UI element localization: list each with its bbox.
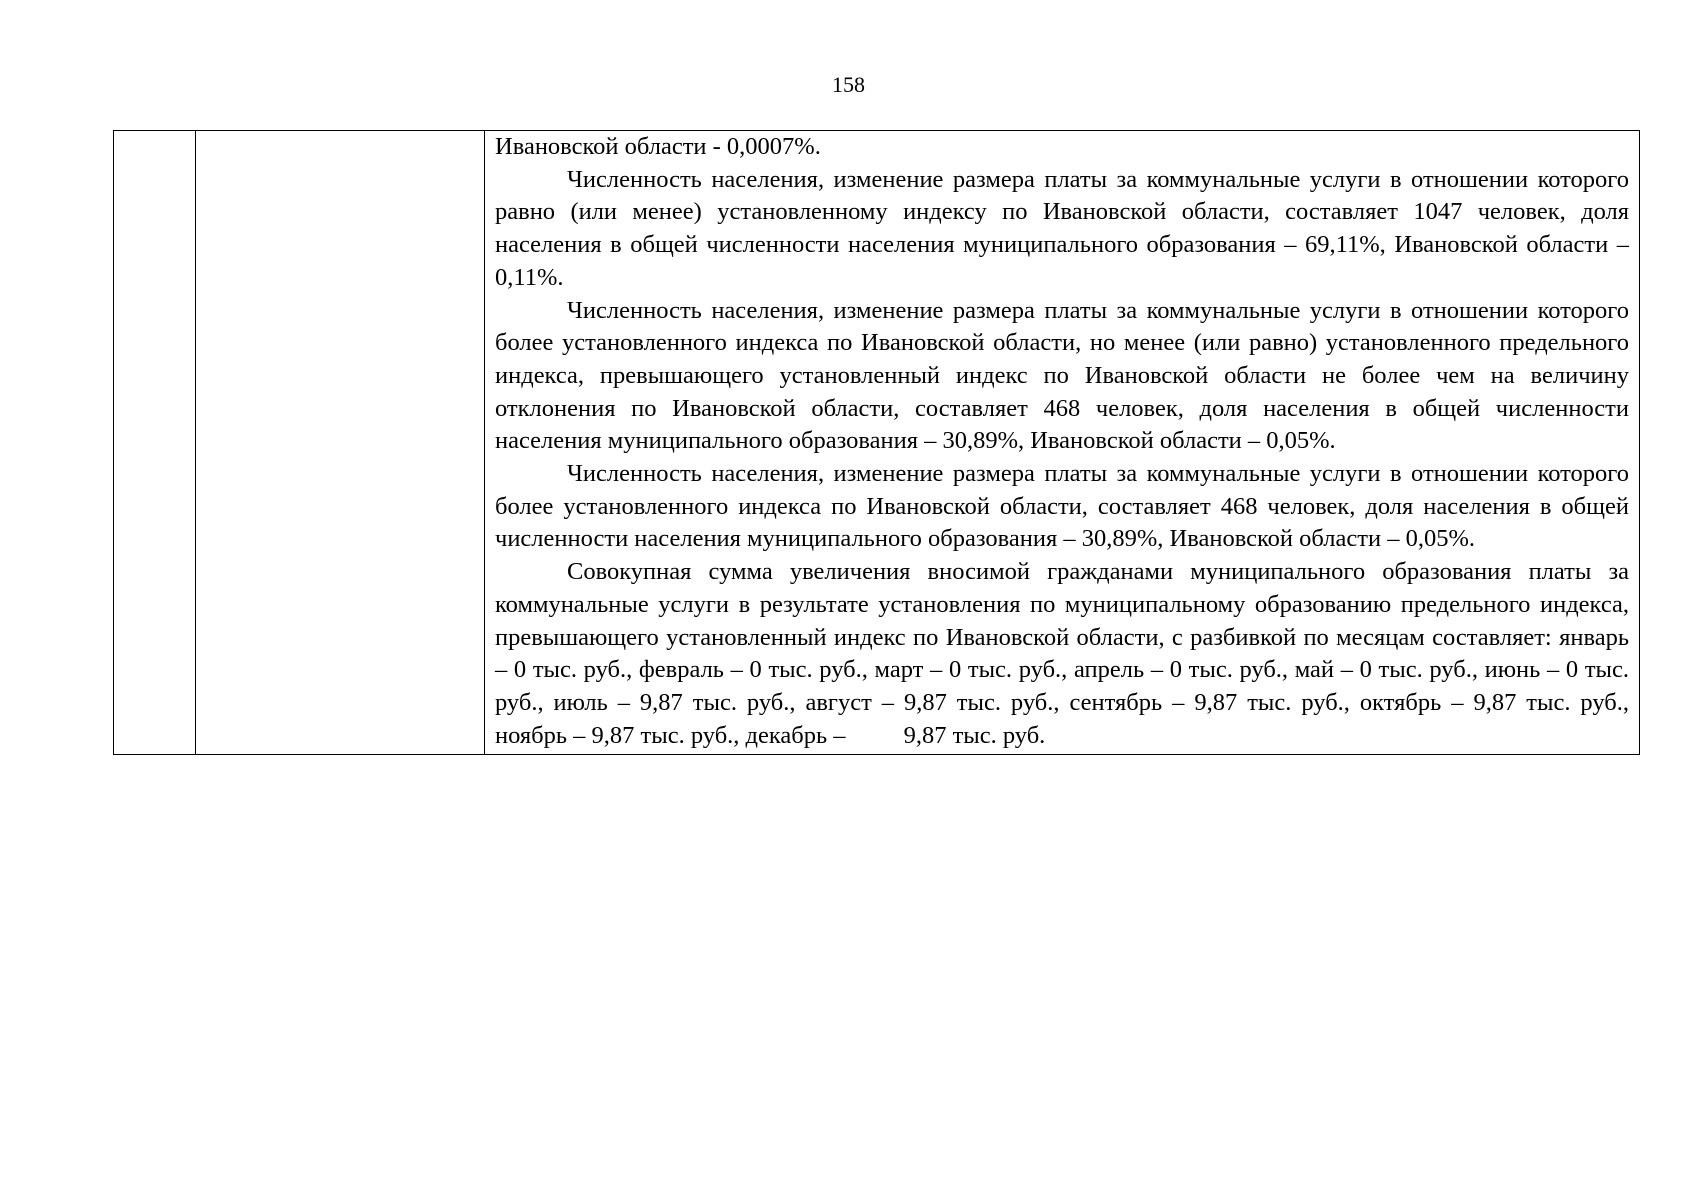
paragraph-population-equal-index: Численность населения, изменение размера платы за коммунальные услуги в отношении которого равно (или менее) установленному индексу по Ивановской области, составляет 1047 человек, доля населения в общей численности населения муниципального образования – 69,11%, Ивановской области – 0,11%.: [495, 165, 1629, 291]
paragraph-region-share: Ивановской области - 0,0007%.: [495, 133, 821, 160]
table-cell-description: [485, 131, 1640, 755]
monthly-increase-december-value: 9,87 тыс. руб.: [903, 721, 1046, 749]
page-number: 158: [832, 72, 865, 97]
monthly-increase-text: Совокупная сумма увеличения вносимой гражданами муниципального образования платы за коммунальные услуги в результате установления по муниципальному образованию предельного индекса, превышающего установленный индекс по Ивановской области, с разбивкой по месяцам составляет: январь – 0 тыс. руб., февраль – 0 тыс. руб., март – 0 тыс. руб., апрель – 0 тыс. руб., май – 0 тыс. руб., июнь – 0 тыс. руб., июль – 9,87 тыс. руб., август – 9,87 тыс. руб., сентябрь – 9,87 тыс. руб., октябрь – 9,87 тыс. руб., ноябрь – 9,87 тыс. руб., декабрь –: [495, 558, 1629, 749]
paragraph-population-above-index: Численность населения, изменение размера платы за коммунальные услуги в отношении которого более установленного индекса по Ивановской области, составляет 468 человек, доля населения в общей численности населения муниципального образования – 30,89%, Ивановской области – 0,05%.: [495, 460, 1629, 553]
paragraph-population-between-indexes: Численность населения, изменение размера платы за коммунальные услуги в отношении которого более установленного индекса по Ивановской области, но менее (или равно) установленного предельного индекса, превышающего установленный индекс по Ивановской области не более чем на величину отклонения по Ивановской области, составляет 468 человек, доля населения в общей численности населения муниципального образования – 30,89%, Ивановской области – 0,05%.: [495, 296, 1629, 455]
table-cell-indicator: [196, 131, 485, 755]
table-row: [114, 131, 1640, 755]
content-table: [113, 130, 1640, 755]
table-cell-number: [114, 131, 196, 755]
paragraph-monthly-increase: [495, 556, 1629, 752]
